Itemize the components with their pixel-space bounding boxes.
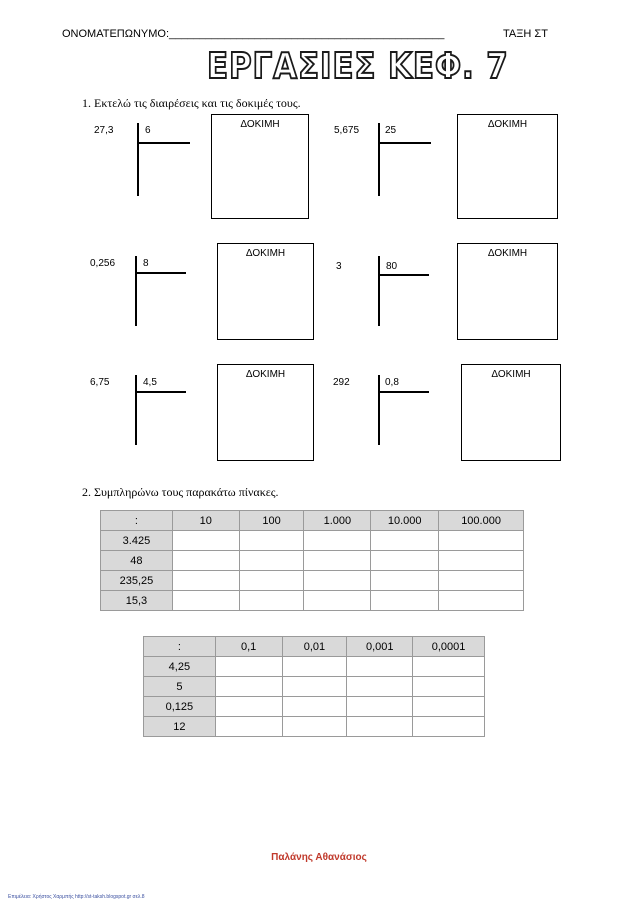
table-row xyxy=(101,531,524,551)
answer-cell[interactable] xyxy=(282,717,347,737)
division-6-bracket-vertical xyxy=(378,375,380,445)
answer-cell[interactable] xyxy=(371,591,439,611)
check-box-6[interactable] xyxy=(461,364,561,461)
author-name: Παλάνης Αθανάσιος xyxy=(271,852,367,863)
answer-cell[interactable] xyxy=(172,551,239,571)
check-box-4[interactable] xyxy=(457,243,558,340)
answer-cell[interactable] xyxy=(282,697,347,717)
answer-cell[interactable] xyxy=(215,697,282,717)
division-3-bracket-vertical xyxy=(135,256,137,326)
name-field-label: ΟΝΟΜΑΤΕΠΩΝΥΜΟ:_____________________________________________ xyxy=(62,28,445,40)
answer-cell[interactable] xyxy=(347,677,413,697)
exercise-2-instruction: 2. Συμπληρώνω τους παρακάτω πίνακες. xyxy=(82,485,279,499)
check-box-label: ΔΟΚΙΜΗ xyxy=(245,248,286,259)
division-4-dividend: 3 xyxy=(336,261,342,272)
answer-cell[interactable] xyxy=(347,717,413,737)
answer-cell[interactable] xyxy=(282,657,347,677)
table-1-header-cell: 10 xyxy=(172,511,239,531)
table-2-row-label: 12 xyxy=(144,717,216,737)
table-1-header-cell: 10.000 xyxy=(371,511,439,531)
class-label: ΤΑΞΗ ΣΤ xyxy=(503,28,548,40)
table-1-row-label: 3.425 xyxy=(101,531,173,551)
table-2-header-cell: : xyxy=(144,637,216,657)
answer-cell[interactable] xyxy=(304,591,371,611)
answer-cell[interactable] xyxy=(215,657,282,677)
answer-cell[interactable] xyxy=(172,571,239,591)
table-2-row-label: 5 xyxy=(144,677,216,697)
division-6-dividend: 292 xyxy=(333,377,350,388)
division-2-dividend: 5,675 xyxy=(334,125,360,136)
answer-cell[interactable] xyxy=(347,657,413,677)
answer-cell[interactable] xyxy=(239,531,304,551)
table-row xyxy=(101,591,524,611)
table-row xyxy=(101,571,524,591)
exercise-1-instruction: 1. Εκτελώ τις διαιρέσεις και τις δοκιμές τους. xyxy=(82,96,301,110)
division-3-divisor: 8 xyxy=(143,258,149,269)
table-1-header-cell: 1.000 xyxy=(304,511,371,531)
answer-cell[interactable] xyxy=(304,571,371,591)
answer-cell[interactable] xyxy=(413,657,485,677)
division-3-dividend: 0,256 xyxy=(90,258,116,269)
table-2-header-cell: 0,01 xyxy=(282,637,347,657)
division-4-bracket-vertical xyxy=(378,256,380,326)
check-box-label: ΔΟΚΙΜΗ xyxy=(245,369,286,380)
division-1-bracket-vertical xyxy=(137,123,139,196)
answer-cell[interactable] xyxy=(439,551,524,571)
table-1-row-label: 235,25 xyxy=(101,571,173,591)
division-2-bracket-horizontal xyxy=(378,142,431,144)
table-1-header-cell: 100.000 xyxy=(439,511,524,531)
answer-cell[interactable] xyxy=(413,717,485,737)
answer-cell[interactable] xyxy=(172,591,239,611)
check-box-label: ΔΟΚΙΜΗ xyxy=(487,119,528,130)
answer-cell[interactable] xyxy=(239,571,304,591)
check-box-2[interactable] xyxy=(457,114,558,219)
table-1-header-cell: : xyxy=(101,511,173,531)
table-2-row-label: 4,25 xyxy=(144,657,216,677)
answer-cell[interactable] xyxy=(304,551,371,571)
division-1-dividend: 27,3 xyxy=(94,125,114,136)
check-box-1[interactable] xyxy=(211,114,309,219)
answer-cell[interactable] xyxy=(439,571,524,591)
answer-cell[interactable] xyxy=(172,531,239,551)
division-table-2 xyxy=(143,636,485,737)
table-2-header-row xyxy=(144,637,485,657)
table-1-header-row xyxy=(101,511,524,531)
table-2-header-cell: 0,0001 xyxy=(413,637,485,657)
table-1-header-cell: 100 xyxy=(239,511,304,531)
division-4-bracket-horizontal xyxy=(378,274,429,276)
answer-cell[interactable] xyxy=(413,697,485,717)
division-1-divisor: 6 xyxy=(145,125,151,136)
answer-cell[interactable] xyxy=(215,717,282,737)
table-row xyxy=(144,717,485,737)
answer-cell[interactable] xyxy=(371,531,439,551)
table-2-row-label: 0,125 xyxy=(144,697,216,717)
division-5-dividend: 6,75 xyxy=(90,377,110,388)
answer-cell[interactable] xyxy=(304,531,371,551)
answer-cell[interactable] xyxy=(239,591,304,611)
division-6-divisor: 0,8 xyxy=(385,377,399,388)
division-5-divisor: 4,5 xyxy=(143,377,157,388)
table-row xyxy=(144,657,485,677)
division-5-bracket-vertical xyxy=(135,375,137,445)
table-row xyxy=(144,677,485,697)
division-table-1 xyxy=(100,510,524,611)
division-4-divisor: 80 xyxy=(386,261,398,272)
division-2-divisor: 25 xyxy=(385,125,397,136)
division-2-bracket-vertical xyxy=(378,123,380,196)
table-row xyxy=(144,697,485,717)
answer-cell[interactable] xyxy=(239,551,304,571)
answer-cell[interactable] xyxy=(439,531,524,551)
answer-cell[interactable] xyxy=(371,571,439,591)
answer-cell[interactable] xyxy=(413,677,485,697)
check-box-label: ΔΟΚΙΜΗ xyxy=(240,119,280,130)
check-box-label: ΔΟΚΙΜΗ xyxy=(491,369,531,380)
division-5-bracket-horizontal xyxy=(135,391,186,393)
table-1-row-label: 48 xyxy=(101,551,173,571)
check-box-label: ΔΟΚΙΜΗ xyxy=(487,248,528,259)
check-box-3[interactable] xyxy=(217,243,314,340)
credit-line: Επιμέλεια: Χρήστος Χαρμπής http://st-taksh.blogspot.gr σελ.8 xyxy=(8,894,145,900)
table-2-header-cell: 0,1 xyxy=(215,637,282,657)
table-2-header-cell: 0,001 xyxy=(347,637,413,657)
answer-cell[interactable] xyxy=(371,551,439,571)
answer-cell[interactable] xyxy=(215,677,282,697)
table-1-row-label: 15,3 xyxy=(101,591,173,611)
answer-cell[interactable] xyxy=(439,591,524,611)
table-row xyxy=(101,551,524,571)
division-6-bracket-horizontal xyxy=(378,391,429,393)
division-3-bracket-horizontal xyxy=(135,272,186,274)
check-box-5[interactable] xyxy=(217,364,314,461)
answer-cell[interactable] xyxy=(282,677,347,697)
division-1-bracket-horizontal xyxy=(137,142,190,144)
page-title: ΕΡΓΑΣΙΕΣ ΚΕΦ. 7 xyxy=(207,46,509,87)
answer-cell[interactable] xyxy=(347,697,413,717)
